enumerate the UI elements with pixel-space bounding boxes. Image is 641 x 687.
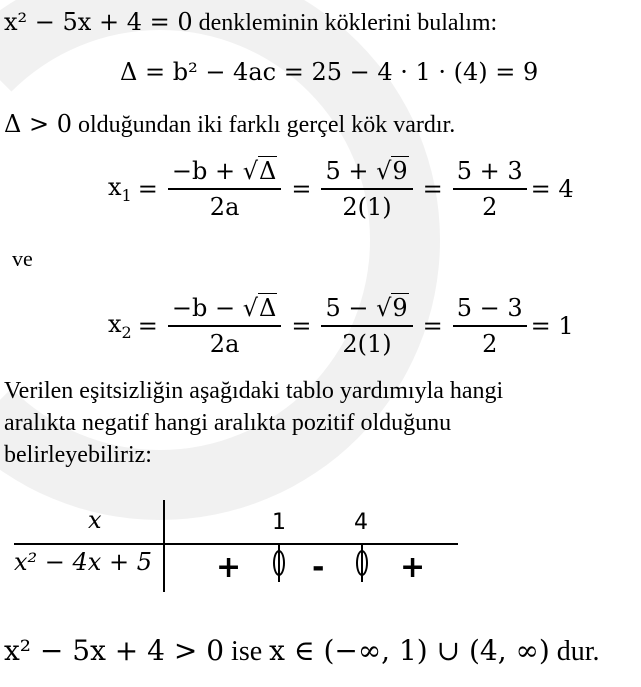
sign-table-root-marker-2 — [356, 550, 368, 576]
conclusion-line — [4, 634, 600, 668]
x1-fraction-simplified: $\frac{5 + 3}{2}$ — [453, 156, 527, 222]
conclusion-inequality: x² − 5x + 4 > 0 — [4, 634, 225, 667]
intro-text: denkleminin köklerini bulalım: — [198, 10, 498, 36]
conclusion-end: dur. — [556, 636, 600, 667]
sign-table-root-2: 4 — [354, 510, 368, 535]
sign-table-row-label: x² − 4x + 5 — [14, 548, 152, 576]
x1-result: = 4 — [530, 175, 574, 203]
x1-lhs: $x_1$ — [108, 173, 132, 205]
sign-table-sign-3: + — [400, 550, 426, 585]
intro-equation: x² − 5x + 4 = 0 — [4, 8, 193, 36]
ve-connector: ve — [12, 246, 33, 271]
sign-table-vertical-rule — [163, 500, 165, 592]
paragraph-line-1: Verilen eşitsizliğin aşağıdaki tablo yardımıyla hangi — [4, 378, 504, 404]
intro-line — [4, 8, 497, 37]
discriminant-equation: Δ = b² − 4ac = 25 − 4 · 1 · (4) = 9 — [120, 58, 539, 86]
x1-equation: $x_1$ = $\frac{-b + √\Delta}{2a}$ = $\frac{5 + √9}{2(1)}$ = $\frac{5 + 3}{2}$ = 4 — [108, 157, 574, 221]
x2-lhs: $x_2$ — [108, 310, 132, 342]
sign-table-root-marker-1 — [273, 550, 285, 576]
paragraph-line-3: belirleyebiliriz: — [4, 442, 152, 468]
paragraph-line-2: aralıkta negatif hangi aralıkta pozitif olduğunu — [4, 410, 452, 436]
delta-statement — [4, 110, 455, 139]
x2-fraction-substituted: $\frac{5 - √9}{2(1)}$ — [321, 293, 412, 359]
x1-fraction-general: $\frac{-b + √\Delta}{2a}$ — [168, 156, 281, 222]
x2-result: = 1 — [530, 312, 574, 340]
sign-table-horizontal-rule — [14, 543, 458, 545]
sign-table-root-1: 1 — [272, 510, 286, 535]
conclusion-solution-set: x ∈ (−∞, 1) ∪ (4, ∞) — [269, 634, 550, 667]
delta-text: olduğundan iki farklı gerçel kök vardır. — [77, 112, 456, 138]
sign-table — [0, 500, 470, 600]
delta-math: Δ > 0 — [4, 110, 72, 138]
conclusion-word: ise — [231, 636, 263, 667]
x1-fraction-substituted: $\frac{5 + √9}{2(1)}$ — [321, 156, 412, 222]
sign-table-sign-1: + — [216, 550, 242, 585]
sign-table-sign-2: - — [312, 550, 325, 585]
x2-fraction-simplified: $\frac{5 - 3}{2}$ — [453, 293, 527, 359]
x2-fraction-general: $\frac{-b - √\Delta}{2a}$ — [168, 293, 281, 359]
sign-table-header-var: x — [88, 506, 102, 534]
x2-equation: $x_2$ = $\frac{-b - √\Delta}{2a}$ = $\frac{5 - √9}{2(1)}$ = $\frac{5 - 3}{2}$ = 1 — [108, 294, 574, 358]
